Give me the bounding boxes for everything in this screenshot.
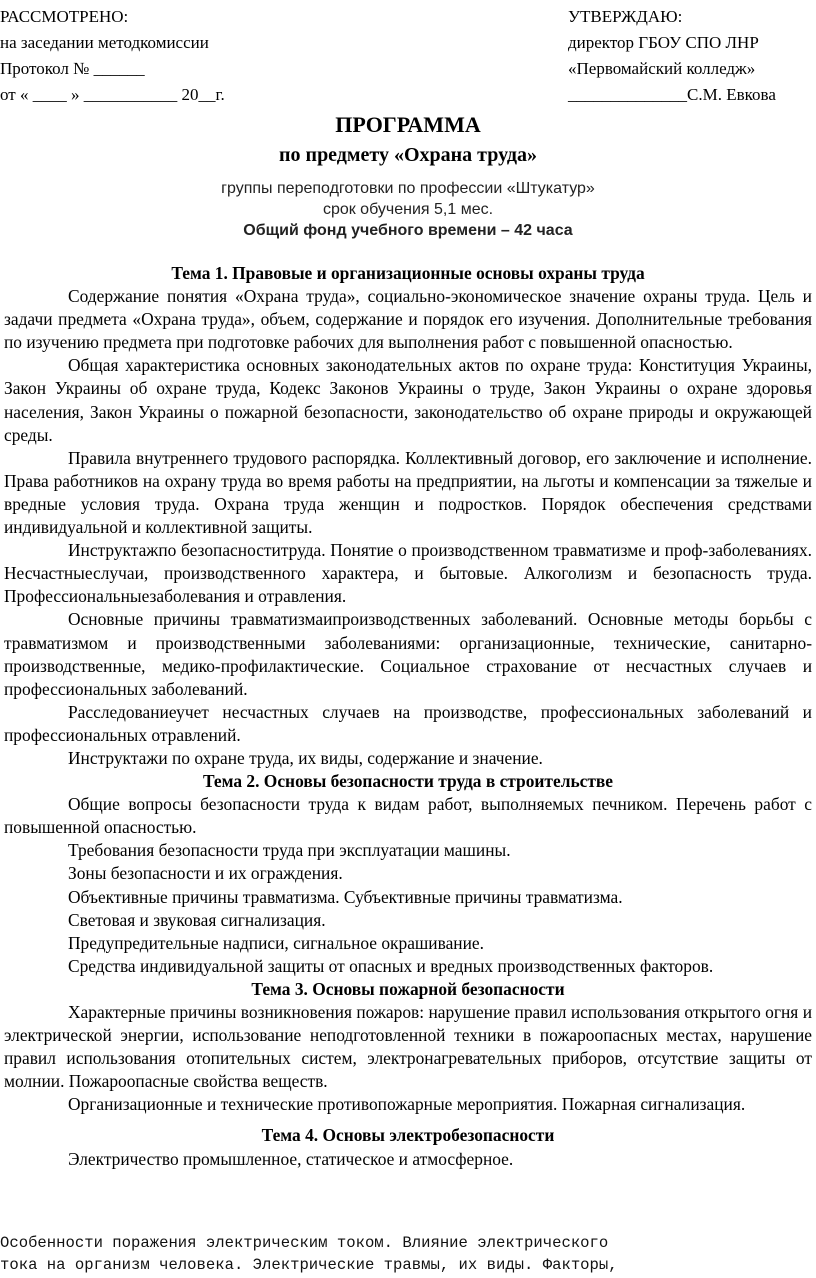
program-title: ПРОГРАММА [335,112,481,137]
paragraph: Основные причины травматизмаипроизводственных заболеваний. Основные методы борьбы с травматизмом и производственными заболеваниями: организационные, технические, санитарно-производственные, медико-профилактические. Социальное страхование от несчастных случаев и профессиональных заболеваний. [4,609,812,699]
topic-2-heading: Тема 2. Основы безопасности труда в строительстве [202,771,614,792]
paragraph: Общая характеристика основных законодательных актов по охране труда: Конституция Украины, Закон Украины об охране труда, Кодекс Законов Украины о труде, Закон Украины о охране здоровья населения, Закон Украины о пожарной безопасности, законодательство об охране природы и окружающей среды. [4,355,812,445]
paragraph: Расследованиеучет несчастных случаев на производстве, профессиональных заболеваний и профессиональных отравлений. [4,701,812,745]
paragraph: Инструктажпо безопасноститруда. Понятие о производственном травматизме и проф-заболеваниях. Несчастныеслучаи, производственного характера, и бытовые. Алкоголизм и безопасность труда. Профессиональныезаболевания и отравления. [4,540,812,607]
mono-line: тока на организм человека. Электрические травмы, их виды. Факторы, [0,1256,618,1274]
paragraph: Средства индивидуальной защиты от опасных и вредных производственных факторов. [68,955,714,976]
paragraph: Содержание понятия «Охрана труда», социально-экономическое значение охраны труда. Цель и задачи предмета «Охрана труда», объем, содержание и порядок его изучения. Дополнительные требования по изучению предмета при подготовке рабочих для выполнения работ с повышенной опасностью. [4,286,812,353]
paragraph: Электричество промышленное, статическое и атмосферное. [68,1148,514,1169]
college-name: «Первомайский колледж» [568,59,756,78]
group-line: группы переподготовки по профессии «Штукатур» [221,180,595,197]
program-body [4,262,812,1171]
paragraph: Требования безопасности труда при эксплуатации машины. [68,840,511,861]
mono-line: Особенности поражения электрическим током. Влияние электрического [0,1234,609,1252]
paragraph: Характерные причины возникновения пожаров: нарушение правил использования открытого огня и электрической энергии, использование неподготовленной техники в пожароопасных местах, нарушение правил использования отопительных систем, электронагревательных приборов, отсутствие защиты от молнии. Пожароопасные свойства веществ. [4,1002,812,1092]
monospace-continuation [0,1232,816,1276]
paragraph: Зоны безопасности и их ограждения. [68,863,343,884]
topic-1-heading: Тема 1. Правовые и организационные основы охраны труда [171,263,645,283]
topic-4-heading: Тема 4. Основы электробезопасности [261,1125,555,1146]
director-signature: ______________С.М. Евкова [568,85,776,104]
protocol-date: от « ____ » ___________ 20__г. [0,85,225,104]
reviewed-block [0,4,420,108]
paragraph: Организационные и технические противопожарные мероприятия. Пожарная сигнализация. [68,1094,746,1115]
director-title: директор ГБОУ СПО ЛНР [568,33,759,52]
total-hours-line: Общий фонд учебного времени – 42 часа [243,222,573,239]
approved-block [568,4,816,108]
paragraph: Объективные причины травматизма. Субъективные причины травматизма. [68,886,623,907]
protocol-number: Протокол № ______ [0,59,145,78]
paragraph: Инструктажи по охране труда, их виды, содержание и значение. [68,747,543,768]
reviewed-label: РАССМОТРЕНО: [0,7,129,26]
duration-line: срок обучения 5,1 мес. [322,201,494,218]
paragraph: Общие вопросы безопасности труда к видам работ, выполняемых печником. Перечень работ с повышенной опасностью. [4,794,812,838]
paragraph: Правила внутреннего трудового распорядка. Коллективный договор, его заключение и исполнение. Права работников на охрану труда во время работы на предприятии, на льготы и компенсации за тяжелые и вредные условия труда. Охрана труда женщин и подростков. Порядок обеспечения средствами индивидуальной и коллективной защиты. [4,447,812,538]
paragraph: Световая и звуковая сигнализация. [68,909,326,930]
approved-label: УТВЕРЖДАЮ: [568,7,683,26]
topic-3-heading: Тема 3. Основы пожарной безопасности [251,978,565,999]
methodical-commission: на заседании методкомиссии [0,33,209,52]
subject-title: по предмету «Охрана труда» [279,144,537,166]
paragraph: Предупредительные надписи, сигнальное окрашивание. [68,932,484,953]
